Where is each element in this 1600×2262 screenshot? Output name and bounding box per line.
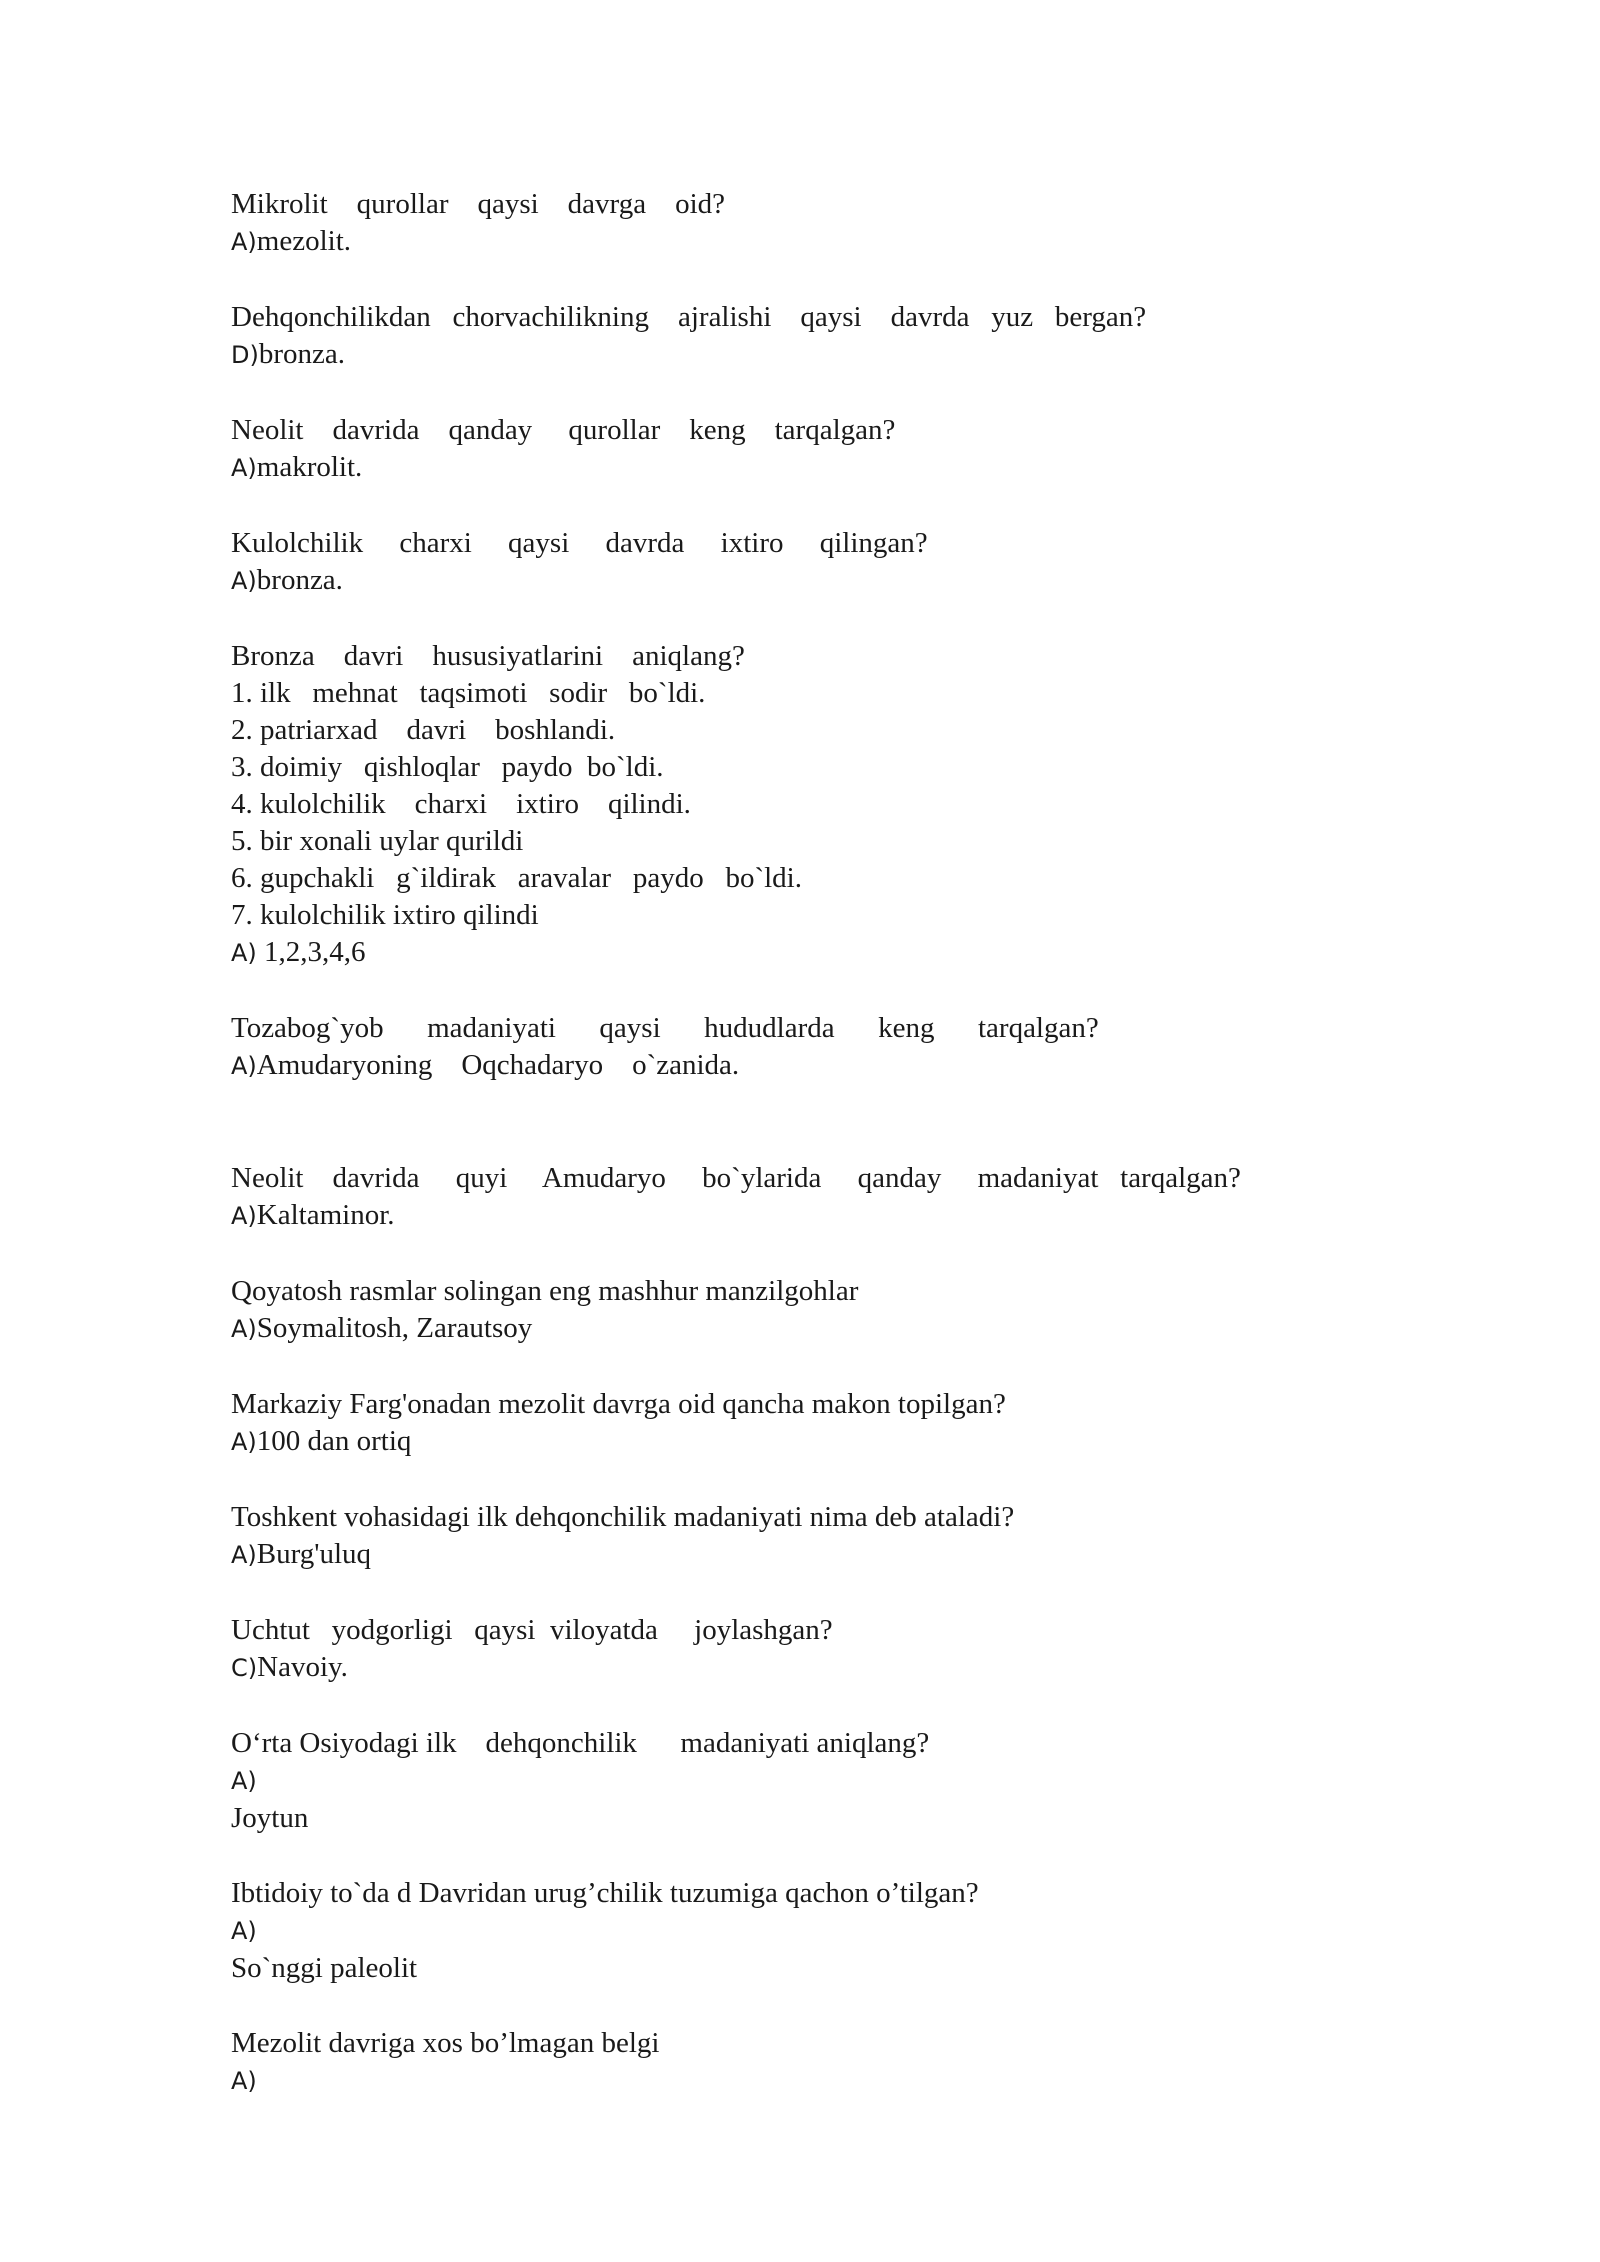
answer-letter-line <box>231 2062 1471 2100</box>
question-block-4 <box>231 525 1471 600</box>
answer-letter: D) <box>231 341 259 369</box>
question-block-14 <box>231 2025 1471 2100</box>
answer-text: makrolit. <box>256 451 363 483</box>
question-block-7 <box>231 1160 1471 1235</box>
question-text: Neolit davrida quyi Amudaryo bo`ylarida qanday madaniyat tarqalgan? <box>231 1162 1241 1194</box>
answer-line <box>231 1310 1471 1348</box>
question-text: Mezolit davriga xos bo’lmagan belgi <box>231 2027 660 2059</box>
question-text: Mikrolit qurollar qaysi davrga oid? <box>231 188 725 220</box>
answer-letter: A) <box>231 2067 257 2095</box>
question-block-2 <box>231 299 1471 374</box>
list-item: 6. gupchakli g`ildirak aravalar paydo bo`ldi. <box>231 862 802 894</box>
question-text: Tozabog`yob madaniyati qaysi hududlarda keng tarqalgan? <box>231 1012 1099 1044</box>
answer-line <box>231 336 1471 374</box>
question-block-8 <box>231 1273 1471 1348</box>
answer-text: mezolit. <box>256 225 352 257</box>
question-text: Dehqonchilikdan chorvachilikning ajralishi qaysi davrda yuz bergan? <box>231 301 1147 333</box>
answer-text: bronza. <box>256 564 343 596</box>
answer-line <box>231 223 1471 261</box>
question-block-10 <box>231 1499 1471 1574</box>
answer-line <box>231 1423 1471 1461</box>
list-item: 1. ilk mehnat taqsimoti sodir bo`ldi. <box>231 677 706 709</box>
answer-line <box>231 934 1471 972</box>
answer-letter-line <box>231 1912 1471 1950</box>
question-text: Toshkent vohasidagi ilk dehqonchilik madaniyati nima deb ataladi? <box>231 1501 1015 1533</box>
question-text: Qoyatosh rasmlar solingan eng mashhur manzilgohlar <box>231 1275 859 1307</box>
answer-text: Burg'uluq <box>256 1538 372 1570</box>
answer-letter: A) <box>231 1202 257 1230</box>
list-item: 4. kulolchilik charxi ixtiro qilindi. <box>231 788 691 820</box>
answer-letter: A) <box>231 567 257 595</box>
answer-letter: A) <box>231 454 257 482</box>
answer-text: Joytun <box>231 1802 309 1834</box>
answer-text: 100 dan ortiq <box>256 1425 412 1457</box>
question-block-5 <box>231 638 1471 972</box>
question-block-13 <box>231 1875 1471 1987</box>
answer-letter: A) <box>231 1917 257 1945</box>
list-item: 3. doimiy qishloqlar paydo bo`ldi. <box>231 751 664 783</box>
answer-text: Amudaryoning Oqchadaryo o`zanida. <box>256 1049 740 1081</box>
question-text: Neolit davrida qanday qurollar keng tarqalgan? <box>231 414 896 446</box>
question-block-6 <box>231 1010 1471 1085</box>
answer-letter: A) <box>231 1428 257 1456</box>
question-text: Markaziy Farg'onadan mezolit davrga oid qancha makon topilgan? <box>231 1388 1006 1420</box>
question-text: Uchtut yodgorligi qaysi viloyatda joylashgan? <box>231 1614 833 1646</box>
answer-text: Kaltaminor. <box>256 1199 395 1231</box>
answer-line <box>231 1649 1471 1687</box>
answer-letter-line <box>231 1762 1471 1800</box>
question-block-11 <box>231 1612 1471 1687</box>
question-block-9 <box>231 1386 1471 1461</box>
answer-letter: A) <box>231 1315 257 1343</box>
list-item: 7. kulolchilik ixtiro qilindi <box>231 899 539 931</box>
document-page <box>231 186 1471 2138</box>
answer-letter: A) <box>231 1767 257 1795</box>
answer-letter: A) <box>231 1052 257 1080</box>
answer-text: Navoiy. <box>257 1651 348 1683</box>
answer-text: 1,2,3,4,6 <box>256 936 366 968</box>
question-text: Ibtidoiy to`da d Davridan urug’chilik tuzumiga qachon o’tilgan? <box>231 1877 979 1909</box>
question-block-3 <box>231 412 1471 487</box>
answer-letter: C) <box>231 1654 258 1682</box>
answer-line <box>231 1536 1471 1574</box>
answer-letter: A) <box>231 1541 257 1569</box>
question-text: Bronza davri hususiyatlarini aniqlang? <box>231 640 745 672</box>
answer-line <box>231 1047 1471 1085</box>
answer-text: Soymalitosh, Zarautsoy <box>256 1312 533 1344</box>
list-item: 5. bir xonali uylar qurildi <box>231 825 524 857</box>
answer-letter: A) <box>231 939 257 967</box>
question-text: Kulolchilik charxi qaysi davrda ixtiro qilingan? <box>231 527 928 559</box>
answer-text: So`nggi paleolit <box>231 1952 418 1984</box>
answer-line <box>231 1197 1471 1235</box>
list-item: 2. patriarxad davri boshlandi. <box>231 714 616 746</box>
question-text: O‘rta Osiyodagi ilk dehqonchilik madaniyati aniqlang? <box>231 1727 930 1759</box>
answer-line <box>231 449 1471 487</box>
answer-line <box>231 562 1471 600</box>
answer-letter: A) <box>231 228 257 256</box>
question-block-1 <box>231 186 1471 261</box>
question-block-12 <box>231 1725 1471 1837</box>
answer-text: bronza. <box>258 338 345 370</box>
